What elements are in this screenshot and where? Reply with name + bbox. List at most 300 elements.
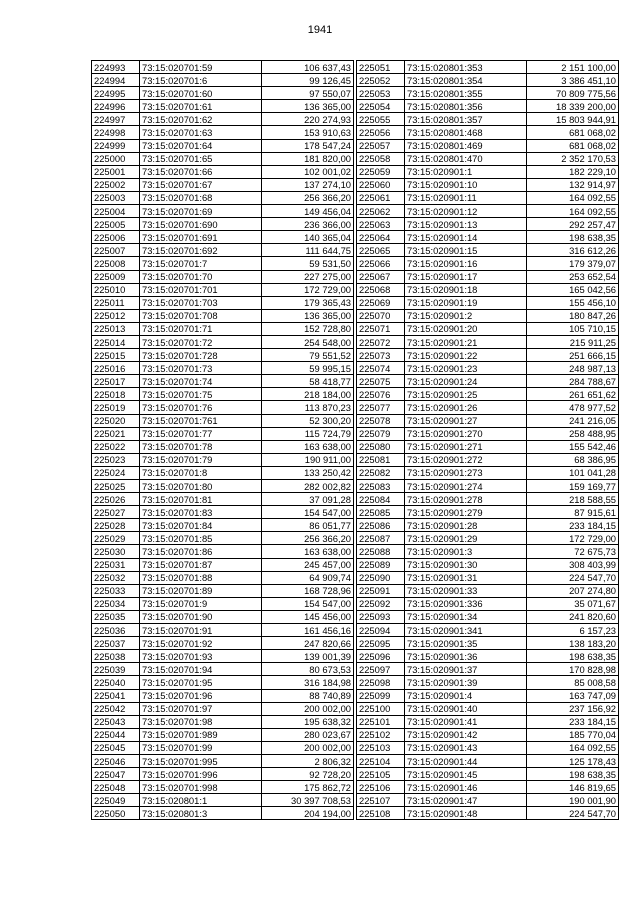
row-number-cell: 225095 xyxy=(357,637,405,650)
table-row xyxy=(92,571,354,584)
cadastral-number-cell: 73:15:020801:469 xyxy=(405,139,527,152)
table-row xyxy=(357,205,619,218)
cadastral-number-cell: 73:15:020901:11 xyxy=(405,191,527,204)
value-cell: 247 820,66 xyxy=(262,637,354,650)
row-number-cell: 225054 xyxy=(357,100,405,113)
value-cell: 37 091,28 xyxy=(262,493,354,506)
row-number-cell: 225066 xyxy=(357,257,405,270)
value-cell: 245 457,00 xyxy=(262,558,354,571)
row-number-cell: 225086 xyxy=(357,519,405,532)
cadastral-number-cell: 73:15:020701:68 xyxy=(140,191,262,204)
cadastral-number-cell: 73:15:020901:18 xyxy=(405,283,527,296)
table-row xyxy=(357,296,619,309)
value-cell: 163 638,00 xyxy=(262,440,354,453)
cadastral-number-cell: 73:15:020701:64 xyxy=(140,139,262,152)
table-row xyxy=(92,663,354,676)
value-cell: 195 638,32 xyxy=(262,715,354,728)
value-cell: 220 274,93 xyxy=(262,113,354,126)
cadastral-number-cell: 73:15:020901:43 xyxy=(405,741,527,754)
table-row xyxy=(92,296,354,309)
table-row xyxy=(357,100,619,113)
table-row xyxy=(357,191,619,204)
value-cell: 149 456,04 xyxy=(262,205,354,218)
table-row xyxy=(357,741,619,754)
cadastral-number-cell: 73:15:020901:31 xyxy=(405,571,527,584)
table-row xyxy=(357,519,619,532)
table-row xyxy=(92,624,354,637)
table-row xyxy=(357,480,619,493)
cadastral-number-cell: 73:15:020901:271 xyxy=(405,440,527,453)
row-number-cell: 225063 xyxy=(357,218,405,231)
table-row xyxy=(357,335,619,348)
row-number-cell: 225102 xyxy=(357,728,405,741)
table-row xyxy=(92,362,354,375)
row-number-cell: 225050 xyxy=(92,807,140,820)
cadastral-number-cell: 73:15:020701:77 xyxy=(140,427,262,440)
cadastral-number-cell: 73:15:020901:278 xyxy=(405,493,527,506)
value-cell: 200 002,00 xyxy=(262,702,354,715)
table-row xyxy=(357,689,619,702)
row-number-cell: 225087 xyxy=(357,532,405,545)
table-row xyxy=(92,754,354,767)
value-cell: 58 418,77 xyxy=(262,375,354,388)
table-row xyxy=(357,257,619,270)
row-number-cell: 225006 xyxy=(92,231,140,244)
value-cell: 236 366,00 xyxy=(262,218,354,231)
value-cell: 6 157,23 xyxy=(527,624,619,637)
row-number-cell: 225098 xyxy=(357,676,405,689)
value-cell: 178 547,24 xyxy=(262,139,354,152)
value-cell: 261 651,62 xyxy=(527,388,619,401)
table-row xyxy=(92,87,354,100)
cadastral-number-cell: 73:15:020801:354 xyxy=(405,74,527,87)
table-row xyxy=(92,74,354,87)
cadastral-number-cell: 73:15:020701:65 xyxy=(140,152,262,165)
row-number-cell: 225021 xyxy=(92,427,140,440)
value-cell: 97 550,07 xyxy=(262,87,354,100)
row-number-cell: 225024 xyxy=(92,466,140,479)
table-row xyxy=(92,794,354,807)
page-number: 1941 xyxy=(307,24,333,36)
row-number-cell: 225075 xyxy=(357,375,405,388)
table-row xyxy=(357,506,619,519)
value-cell: 154 547,00 xyxy=(262,597,354,610)
row-number-cell: 225037 xyxy=(92,637,140,650)
value-cell: 68 386,95 xyxy=(527,453,619,466)
value-cell: 227 275,00 xyxy=(262,270,354,283)
value-cell: 224 547,70 xyxy=(527,807,619,820)
table-row xyxy=(357,453,619,466)
table-row xyxy=(92,218,354,231)
cadastral-number-cell: 73:15:020901:273 xyxy=(405,466,527,479)
value-cell: 35 071,67 xyxy=(527,597,619,610)
cadastral-number-cell: 73:15:020701:67 xyxy=(140,178,262,191)
cadastral-number-cell: 73:15:020701:83 xyxy=(140,506,262,519)
row-number-cell: 225099 xyxy=(357,689,405,702)
table-row xyxy=(92,676,354,689)
value-cell: 190 001,90 xyxy=(527,794,619,807)
cadastral-number-cell: 73:15:020701:998 xyxy=(140,781,262,794)
value-cell: 146 819,65 xyxy=(527,781,619,794)
value-cell: 15 803 944,91 xyxy=(527,113,619,126)
cadastre-table-left xyxy=(91,60,354,820)
table-row xyxy=(92,283,354,296)
value-cell: 155 456,10 xyxy=(527,296,619,309)
row-number-cell: 225041 xyxy=(92,689,140,702)
row-number-cell: 225005 xyxy=(92,218,140,231)
row-number-cell: 225019 xyxy=(92,401,140,414)
table-row xyxy=(92,414,354,427)
value-cell: 99 126,45 xyxy=(262,74,354,87)
row-number-cell: 225064 xyxy=(357,231,405,244)
cadastral-number-cell: 73:15:020701:9 xyxy=(140,597,262,610)
value-cell: 159 169,77 xyxy=(527,480,619,493)
table-row xyxy=(357,283,619,296)
value-cell: 204 194,00 xyxy=(262,807,354,820)
row-number-cell: 225027 xyxy=(92,506,140,519)
cadastral-number-cell: 73:15:020801:468 xyxy=(405,126,527,139)
row-number-cell: 225011 xyxy=(92,296,140,309)
value-cell: 163 638,00 xyxy=(262,545,354,558)
cadastral-number-cell: 73:15:020701:61 xyxy=(140,100,262,113)
cadastral-number-cell: 73:15:020901:30 xyxy=(405,558,527,571)
cadastral-number-cell: 73:15:020701:6 xyxy=(140,74,262,87)
value-cell: 85 008,58 xyxy=(527,676,619,689)
value-cell: 155 542,46 xyxy=(527,440,619,453)
row-number-cell: 225076 xyxy=(357,388,405,401)
value-cell: 164 092,55 xyxy=(527,205,619,218)
table-row xyxy=(357,637,619,650)
table-row xyxy=(357,610,619,623)
cadastral-number-cell: 73:15:020901:25 xyxy=(405,388,527,401)
row-number-cell: 225052 xyxy=(357,74,405,87)
row-number-cell: 224996 xyxy=(92,100,140,113)
value-cell: 2 151 100,00 xyxy=(527,61,619,74)
table-row xyxy=(92,741,354,754)
table-row xyxy=(357,493,619,506)
table-row xyxy=(92,349,354,362)
cadastral-number-cell: 73:15:020901:48 xyxy=(405,807,527,820)
value-cell: 218 588,55 xyxy=(527,493,619,506)
table-row xyxy=(92,152,354,165)
row-number-cell: 225069 xyxy=(357,296,405,309)
row-number-cell: 225101 xyxy=(357,715,405,728)
cadastral-number-cell: 73:15:020901:19 xyxy=(405,296,527,309)
value-cell: 140 365,04 xyxy=(262,231,354,244)
cadastral-number-cell: 73:15:020701:996 xyxy=(140,768,262,781)
row-number-cell: 225038 xyxy=(92,650,140,663)
table-row xyxy=(357,349,619,362)
value-cell: 190 911,00 xyxy=(262,453,354,466)
cadastral-number-cell: 73:15:020701:80 xyxy=(140,480,262,493)
cadastral-number-cell: 73:15:020901:274 xyxy=(405,480,527,493)
value-cell: 198 638,35 xyxy=(527,231,619,244)
row-number-cell: 225025 xyxy=(92,480,140,493)
table-row xyxy=(357,532,619,545)
row-number-cell: 225009 xyxy=(92,270,140,283)
row-number-cell: 225001 xyxy=(92,165,140,178)
row-number-cell: 225003 xyxy=(92,191,140,204)
table-row xyxy=(357,401,619,414)
row-number-cell: 225085 xyxy=(357,506,405,519)
table-row xyxy=(357,165,619,178)
row-number-cell: 225082 xyxy=(357,466,405,479)
table-row xyxy=(357,218,619,231)
cadastral-number-cell: 73:15:020701:99 xyxy=(140,741,262,754)
value-cell: 165 042,56 xyxy=(527,283,619,296)
value-cell: 136 365,00 xyxy=(262,100,354,113)
row-number-cell: 224994 xyxy=(92,74,140,87)
table-row xyxy=(357,414,619,427)
value-cell: 207 274,80 xyxy=(527,584,619,597)
cadastral-number-cell: 73:15:020801:3 xyxy=(140,807,262,820)
table-row xyxy=(92,440,354,453)
cadastral-number-cell: 73:15:020901:2 xyxy=(405,309,527,322)
value-cell: 18 339 200,00 xyxy=(527,100,619,113)
cadastral-number-cell: 73:15:020901:39 xyxy=(405,676,527,689)
table-row xyxy=(92,768,354,781)
value-cell: 64 909,74 xyxy=(262,571,354,584)
cadastral-number-cell: 73:15:020701:89 xyxy=(140,584,262,597)
value-cell: 70 809 775,56 xyxy=(527,87,619,100)
value-cell: 256 366,20 xyxy=(262,191,354,204)
table-row xyxy=(357,244,619,257)
cadastral-number-cell: 73:15:020701:690 xyxy=(140,218,262,231)
row-number-cell: 225061 xyxy=(357,191,405,204)
value-cell: 179 365,43 xyxy=(262,296,354,309)
cadastral-number-cell: 73:15:020701:73 xyxy=(140,362,262,375)
value-cell: 224 547,70 xyxy=(527,571,619,584)
row-number-cell: 225084 xyxy=(357,493,405,506)
row-number-cell: 225096 xyxy=(357,650,405,663)
value-cell: 181 820,00 xyxy=(262,152,354,165)
cadastral-number-cell: 73:15:020901:36 xyxy=(405,650,527,663)
row-number-cell: 225100 xyxy=(357,702,405,715)
row-number-cell: 225097 xyxy=(357,663,405,676)
row-number-cell: 225000 xyxy=(92,152,140,165)
cadastral-number-cell: 73:15:020901:45 xyxy=(405,768,527,781)
cadastral-number-cell: 73:15:020901:21 xyxy=(405,335,527,348)
row-number-cell: 225055 xyxy=(357,113,405,126)
cadastral-number-cell: 73:15:020701:995 xyxy=(140,754,262,767)
cadastral-number-cell: 73:15:020901:4 xyxy=(405,689,527,702)
row-number-cell: 225030 xyxy=(92,545,140,558)
cadastral-number-cell: 73:15:020701:92 xyxy=(140,637,262,650)
table-row xyxy=(92,244,354,257)
value-cell: 168 728,96 xyxy=(262,584,354,597)
value-cell: 198 638,35 xyxy=(527,650,619,663)
value-cell: 253 652,54 xyxy=(527,270,619,283)
table-row xyxy=(92,322,354,335)
table-row xyxy=(92,650,354,663)
value-cell: 170 828,98 xyxy=(527,663,619,676)
value-cell: 256 366,20 xyxy=(262,532,354,545)
cadastral-number-cell: 73:15:020701:91 xyxy=(140,624,262,637)
table-row xyxy=(92,335,354,348)
table-row xyxy=(92,584,354,597)
cadastral-number-cell: 73:15:020901:272 xyxy=(405,453,527,466)
cadastral-number-cell: 73:15:020901:23 xyxy=(405,362,527,375)
cadastral-number-cell: 73:15:020701:692 xyxy=(140,244,262,257)
table-row xyxy=(92,191,354,204)
value-cell: 2 352 170,53 xyxy=(527,152,619,165)
cadastral-number-cell: 73:15:020701:93 xyxy=(140,650,262,663)
cadastral-number-cell: 73:15:020901:12 xyxy=(405,205,527,218)
table-row xyxy=(92,100,354,113)
row-number-cell: 225091 xyxy=(357,584,405,597)
cadastral-number-cell: 73:15:020701:97 xyxy=(140,702,262,715)
value-cell: 681 068,02 xyxy=(527,139,619,152)
row-number-cell: 225094 xyxy=(357,624,405,637)
row-number-cell: 225070 xyxy=(357,309,405,322)
value-cell: 175 862,72 xyxy=(262,781,354,794)
cadastral-number-cell: 73:15:020901:336 xyxy=(405,597,527,610)
cadastral-number-cell: 73:15:020701:691 xyxy=(140,231,262,244)
table-row xyxy=(92,126,354,139)
value-cell: 2 806,32 xyxy=(262,754,354,767)
table-row xyxy=(92,807,354,820)
row-number-cell: 225073 xyxy=(357,349,405,362)
row-number-cell: 225039 xyxy=(92,663,140,676)
table-row xyxy=(357,61,619,74)
value-cell: 251 666,15 xyxy=(527,349,619,362)
row-number-cell: 225026 xyxy=(92,493,140,506)
cadastral-number-cell: 73:15:020801:470 xyxy=(405,152,527,165)
table-row xyxy=(92,205,354,218)
value-cell: 284 788,67 xyxy=(527,375,619,388)
row-number-cell: 225002 xyxy=(92,178,140,191)
table-row xyxy=(92,493,354,506)
value-cell: 113 870,23 xyxy=(262,401,354,414)
table-row xyxy=(357,87,619,100)
table-row xyxy=(357,545,619,558)
row-number-cell: 225020 xyxy=(92,414,140,427)
cadastral-number-cell: 73:15:020701:703 xyxy=(140,296,262,309)
row-number-cell: 225015 xyxy=(92,349,140,362)
cadastral-number-cell: 73:15:020901:26 xyxy=(405,401,527,414)
row-number-cell: 225060 xyxy=(357,178,405,191)
table-body-right xyxy=(357,61,619,820)
row-number-cell: 225080 xyxy=(357,440,405,453)
row-number-cell: 225028 xyxy=(92,519,140,532)
table-body-left xyxy=(92,61,354,820)
cadastral-number-cell: 73:15:020701:70 xyxy=(140,270,262,283)
value-cell: 161 456,16 xyxy=(262,624,354,637)
table-row xyxy=(357,676,619,689)
cadastral-number-cell: 73:15:020701:69 xyxy=(140,205,262,218)
cadastral-number-cell: 73:15:020701:96 xyxy=(140,689,262,702)
row-number-cell: 225062 xyxy=(357,205,405,218)
row-number-cell: 224995 xyxy=(92,87,140,100)
cadastral-number-cell: 73:15:020701:86 xyxy=(140,545,262,558)
cadastral-number-cell: 73:15:020901:33 xyxy=(405,584,527,597)
cadastral-number-cell: 73:15:020701:88 xyxy=(140,571,262,584)
value-cell: 59 995,15 xyxy=(262,362,354,375)
value-cell: 154 547,00 xyxy=(262,506,354,519)
cadastral-number-cell: 73:15:020701:74 xyxy=(140,375,262,388)
table-row xyxy=(357,466,619,479)
cadastral-number-cell: 73:15:020701:59 xyxy=(140,61,262,74)
value-cell: 87 915,61 xyxy=(527,506,619,519)
row-number-cell: 225040 xyxy=(92,676,140,689)
cadastral-number-cell: 73:15:020901:41 xyxy=(405,715,527,728)
cadastral-number-cell: 73:15:020901:20 xyxy=(405,322,527,335)
value-cell: 308 403,99 xyxy=(527,558,619,571)
table-row xyxy=(357,584,619,597)
table-row xyxy=(357,571,619,584)
table-row xyxy=(92,637,354,650)
value-cell: 254 548,00 xyxy=(262,335,354,348)
value-cell: 258 488,95 xyxy=(527,427,619,440)
cadastral-number-cell: 73:15:020901:35 xyxy=(405,637,527,650)
cadastral-number-cell: 73:15:020801:353 xyxy=(405,61,527,74)
cadastral-number-cell: 73:15:020701:708 xyxy=(140,309,262,322)
table-row xyxy=(357,270,619,283)
row-number-cell: 225083 xyxy=(357,480,405,493)
value-cell: 88 740,89 xyxy=(262,689,354,702)
cadastral-number-cell: 73:15:020701:60 xyxy=(140,87,262,100)
value-cell: 185 770,04 xyxy=(527,728,619,741)
cadastral-number-cell: 73:15:020801:355 xyxy=(405,87,527,100)
cadastral-number-cell: 73:15:020901:44 xyxy=(405,754,527,767)
value-cell: 182 229,10 xyxy=(527,165,619,178)
row-number-cell: 225081 xyxy=(357,453,405,466)
value-cell: 179 379,07 xyxy=(527,257,619,270)
cadastral-number-cell: 73:15:020901:46 xyxy=(405,781,527,794)
cadastral-number-cell: 73:15:020901:40 xyxy=(405,702,527,715)
table-row xyxy=(357,74,619,87)
table-row xyxy=(92,597,354,610)
value-cell: 133 250,42 xyxy=(262,466,354,479)
table-row xyxy=(357,781,619,794)
cadastral-number-cell: 73:15:020801:357 xyxy=(405,113,527,126)
row-number-cell: 225023 xyxy=(92,453,140,466)
row-number-cell: 225034 xyxy=(92,597,140,610)
value-cell: 72 675,73 xyxy=(527,545,619,558)
row-number-cell: 225071 xyxy=(357,322,405,335)
cadastral-number-cell: 73:15:020901:34 xyxy=(405,610,527,623)
table-row xyxy=(357,794,619,807)
value-cell: 125 178,43 xyxy=(527,754,619,767)
value-cell: 164 092,55 xyxy=(527,741,619,754)
value-cell: 152 728,80 xyxy=(262,322,354,335)
cadastral-number-cell: 73:15:020901:47 xyxy=(405,794,527,807)
value-cell: 218 184,00 xyxy=(262,388,354,401)
row-number-cell: 225007 xyxy=(92,244,140,257)
cadastral-number-cell: 73:15:020901:3 xyxy=(405,545,527,558)
cadastral-number-cell: 73:15:020701:72 xyxy=(140,335,262,348)
table-row xyxy=(357,178,619,191)
cadastral-number-cell: 73:15:020701:8 xyxy=(140,466,262,479)
table-row xyxy=(357,440,619,453)
table-row xyxy=(357,322,619,335)
cadastral-number-cell: 73:15:020901:27 xyxy=(405,414,527,427)
table-row xyxy=(92,480,354,493)
cadastral-number-cell: 73:15:020701:81 xyxy=(140,493,262,506)
row-number-cell: 225013 xyxy=(92,322,140,335)
table-row xyxy=(92,519,354,532)
cadastral-number-cell: 73:15:020701:87 xyxy=(140,558,262,571)
cadastral-number-cell: 73:15:020701:701 xyxy=(140,283,262,296)
table-row xyxy=(92,715,354,728)
value-cell: 164 092,55 xyxy=(527,191,619,204)
row-number-cell: 225008 xyxy=(92,257,140,270)
table-row xyxy=(357,362,619,375)
row-number-cell: 225108 xyxy=(357,807,405,820)
value-cell: 136 365,00 xyxy=(262,309,354,322)
table-row xyxy=(357,139,619,152)
row-number-cell: 225010 xyxy=(92,283,140,296)
